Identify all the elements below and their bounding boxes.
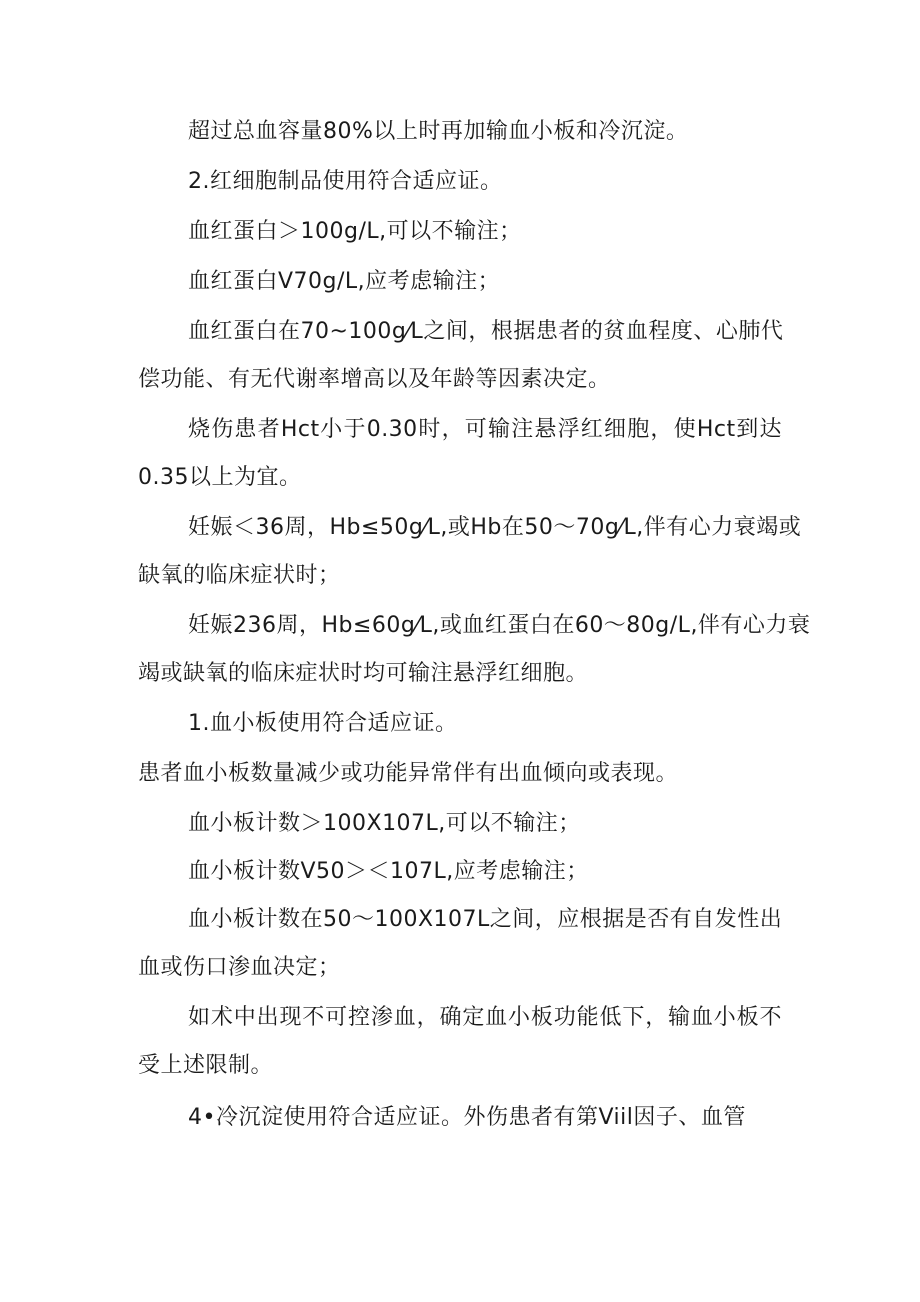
text-line: 血红蛋白在70~100g⁄L之间，根据患者的贫血程度、心肺代: [188, 319, 784, 344]
text-line: 4•冷沉淀使用符合适应证。外伤患者有第Viil因子、血管: [188, 1105, 746, 1130]
text-line: 血红蛋白V70g/L,应考虑输注；: [188, 269, 501, 294]
text-line: 血小板计数在50〜100X107L之间，应根据是否有自发性出: [188, 907, 783, 932]
text-line: 血小板计数V50＞＜107L,应考虑输注；: [188, 859, 589, 884]
text-line: 血小板计数＞100X107L,可以不输注；: [188, 811, 581, 836]
text-line: 妊娠236周，Hb≤60g⁄L,或血红蛋白在60〜80g/L,伴有心力衰: [188, 613, 811, 638]
text-line: 偿功能、有无代谢率增高以及年龄等因素决定。: [138, 367, 611, 392]
text-line: 患者血小板数量减少或功能异常伴有出血倾向或表现。: [138, 761, 679, 786]
text-line: 妊娠＜36周，Hb≤50g⁄L,或Hb在50〜70g⁄L,伴有心力衰竭或: [188, 515, 802, 540]
text-line: 缺氧的临床症状时；: [138, 563, 341, 588]
text-line: 0.35以上为宜。: [138, 465, 302, 490]
text-line: 1.血小板使用符合适应证。: [188, 711, 458, 736]
text-line: 烧伤患者Hct小于0.30时，可输注悬浮红细胞，使Hct到达: [188, 417, 782, 442]
text-line: 血红蛋白＞100g/L,可以不输注；: [188, 219, 522, 244]
text-line: 竭或缺氧的临床症状时均可输注悬浮红细胞。: [138, 661, 589, 686]
text-line: 超过总血容量80%以上时再加输血小板和冷沉淀。: [188, 119, 689, 144]
text-line: 血或伤口渗血决定；: [138, 955, 341, 980]
text-line: 受上述限制。: [138, 1053, 274, 1078]
text-line: 如术中出现不可控渗血，确定血小板功能低下，输血小板不: [188, 1005, 782, 1030]
text-line: 2.红细胞制品使用符合适应证。: [188, 169, 503, 194]
